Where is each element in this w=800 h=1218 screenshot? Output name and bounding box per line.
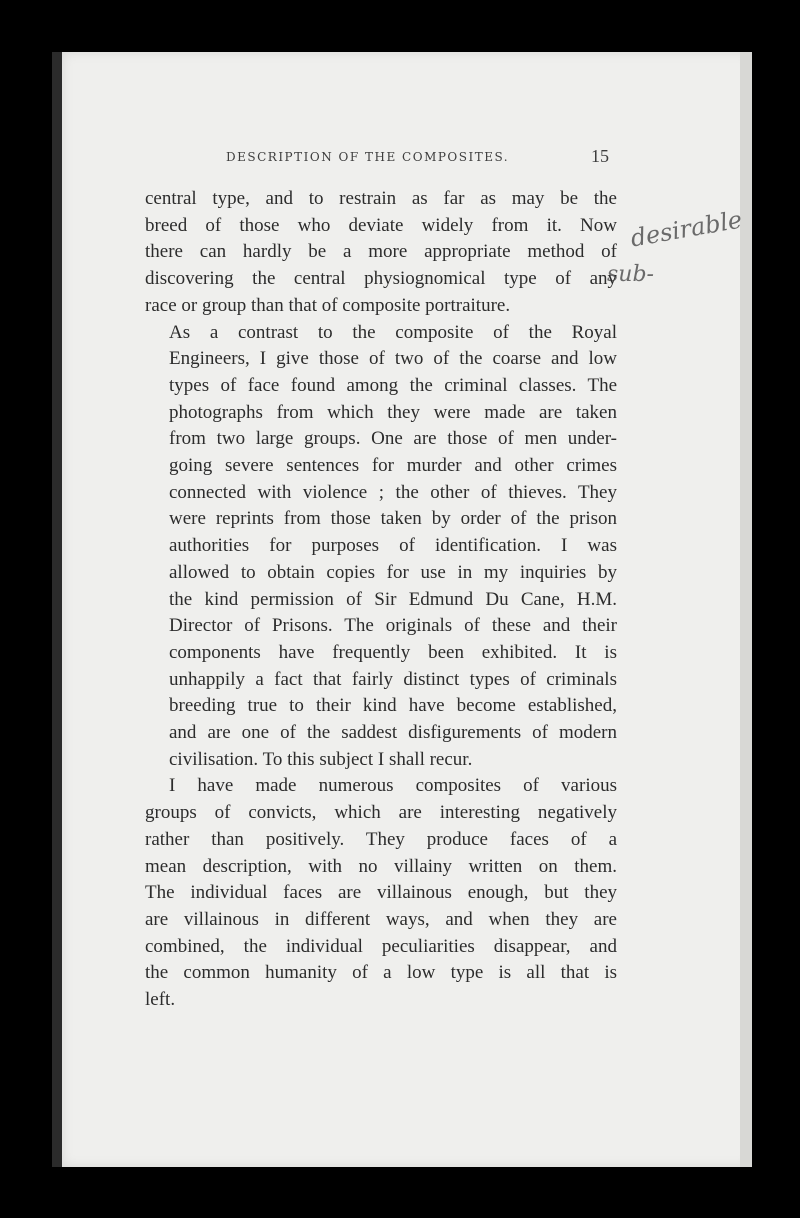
text-line: photographs from which they were made are taken: [169, 401, 617, 423]
page-number: 15: [591, 146, 609, 166]
text-line: As a contrast to the composite of the Royal: [169, 321, 617, 343]
text-line: authorities for purposes of identification. I was: [169, 535, 617, 557]
text-line: and are one of the saddest disfigurements of modern: [169, 722, 617, 744]
paragraph-2: [145, 320, 617, 774]
handwritten-margin-note: desirable: [628, 205, 745, 253]
text-line: The individual faces are villainous enough, but they: [145, 882, 617, 904]
text-line: unhappily a fact that fairly distinct types of criminals: [169, 668, 617, 690]
text-line: breeding true to their kind have become established,: [169, 695, 617, 717]
paragraph-1: [145, 186, 617, 320]
handwritten-margin-note: sub-: [607, 262, 654, 287]
text-line: rather than positively. They produce faces of a: [145, 828, 617, 850]
text-line: types of face found among the criminal classes. The: [169, 374, 617, 396]
text-line: going severe sentences for murder and other crimes: [169, 455, 617, 477]
text-line: connected with violence ; the other of thieves. They: [169, 481, 617, 503]
paragraph-3: [145, 773, 617, 1013]
body-text: [145, 186, 617, 1014]
text-line: there can hardly be a more appropriate method of: [145, 241, 617, 263]
text-line: the common humanity of a low type is all that is: [145, 962, 617, 984]
running-title: DESCRIPTION OF THE COMPOSITES.: [226, 150, 510, 164]
text-line: components have frequently been exhibited. It is: [169, 641, 617, 663]
text-line: mean description, with no villainy written on them.: [145, 855, 617, 877]
text-line: I have made numerous composites of various: [169, 775, 617, 797]
text-line: discovering the central physiognomical type of any: [145, 268, 617, 290]
text-line: Director of Prisons. The originals of these and their: [169, 615, 617, 637]
text-line: left.: [145, 989, 176, 1011]
text-line: civilisation. To this subject I shall recur.: [169, 748, 473, 770]
text-line: breed of those who deviate widely from it. Now: [145, 214, 617, 236]
text-line: Engineers, I give those of two of the coarse and low: [169, 348, 617, 370]
text-line: the kind permission of Sir Edmund Du Cane, H.M.: [169, 588, 617, 610]
text-line: race or group than that of composite portraiture.: [145, 294, 511, 316]
text-line: allowed to obtain copies for use in my inquiries by: [169, 561, 617, 583]
text-line: from two large groups. One are those of men under-: [169, 428, 617, 450]
text-line: were reprints from those taken by order of the prison: [169, 508, 617, 530]
text-line: central type, and to restrain as far as may be the: [145, 188, 617, 209]
text-line: combined, the individual peculiarities disappear, and: [145, 935, 617, 957]
text-line: groups of convicts, which are interesting negatively: [145, 802, 617, 824]
text-line: are villainous in different ways, and when they are: [145, 908, 617, 930]
